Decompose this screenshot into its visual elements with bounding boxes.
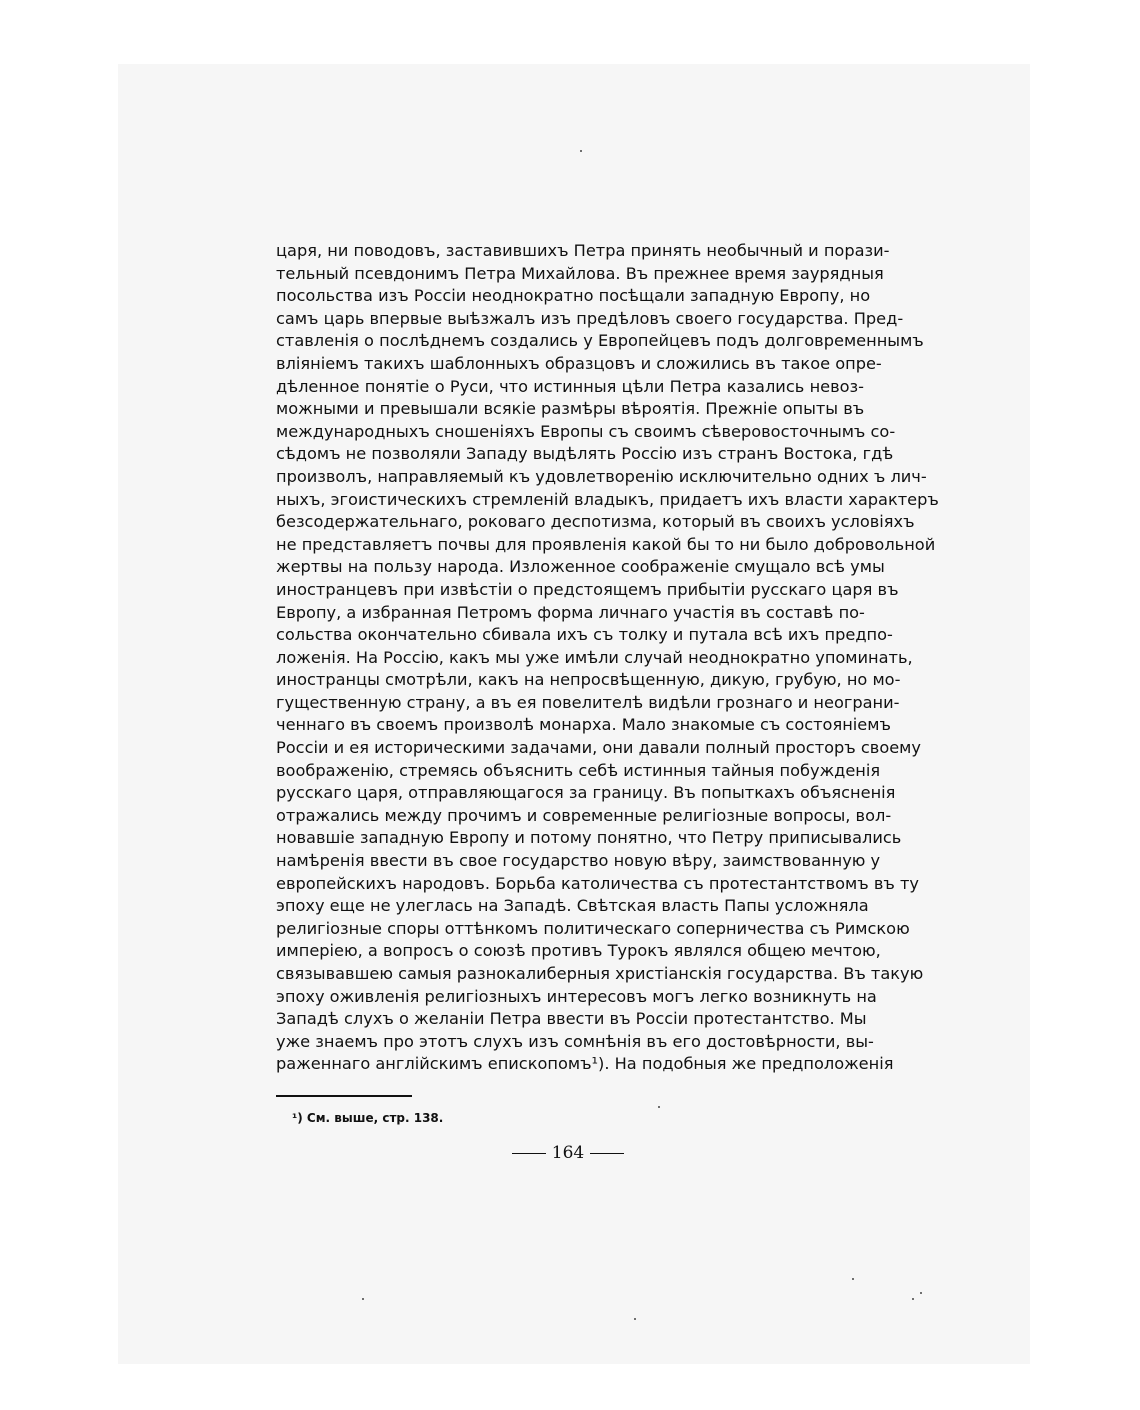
text-line: можными и превышали всякіе размѣры вѣроятія. Прежніе опыты въ [276, 399, 865, 419]
text-line: намѣренія ввести въ свое государство новую вѣру, заимствованную у [276, 851, 881, 871]
scan-speck [912, 1298, 914, 1300]
text-line: раженнаго англійскимъ епископомъ¹). На подобныя же предположенія [276, 1054, 894, 1074]
text-line: международныхъ сношеніяхъ Европы съ своимъ сѣверовосточнымъ со- [276, 421, 896, 441]
text-line: эпоху еще не улеглась на Западѣ. Свѣтская власть Папы усложняла [276, 896, 869, 916]
text-line: посольства изъ Россіи неоднократно посѣщали западную Европу, но [276, 286, 871, 306]
text-line: иностранцы смотрѣли, какъ на непросвѣщенную, дикую, грубую, но мо- [276, 670, 901, 690]
body-text [276, 240, 939, 1076]
scan-speck [658, 1106, 660, 1108]
text-line: тельный псевдонимъ Петра Михайлова. Въ прежнее время заурядныя [276, 263, 884, 283]
text-line: гущественную страну, а въ ея повелителѣ видѣли грознаго и неограни- [276, 692, 900, 712]
text-line: воображенію, стремясь объяснить себѣ истинныя тайныя побужденія [276, 760, 881, 780]
page-number-dash-left [512, 1153, 546, 1154]
scan-speck [852, 1278, 854, 1280]
text-line: имперіею, а вопросъ о союзѣ противъ Турокъ являлся общею мечтою, [276, 941, 881, 961]
text-line: религіозные споры оттѣнкомъ политическаго соперничества съ Римскою [276, 918, 910, 938]
text-line: произволъ, направляемый къ удовлетворенію исключительно одних ъ лич- [276, 466, 927, 486]
text-line: безсодержательнаго, роковаго деспотизма, который въ своихъ условіяхъ [276, 512, 915, 532]
text-line: эпоху оживленія религіозныхъ интересовъ могъ легко возникнуть на [276, 986, 877, 1006]
text-line: сольства окончательно сбивала ихъ съ толку и путала всѣ ихъ предпо- [276, 625, 893, 645]
text-line: ныхъ, эгоистическихъ стремленій владыкъ, придаетъ ихъ власти характеръ [276, 489, 939, 509]
text-line: ставленія о послѣднемъ создались у Европейцевъ подъ долговременнымъ [276, 331, 924, 351]
text-line: самъ царь впервые выѣзжалъ изъ предѣловъ своего государства. Пред- [276, 308, 904, 328]
footnote-rule [276, 1095, 412, 1097]
text-line: дѣленное понятіе о Руси, что истинныя цѣли Петра казались невоз- [276, 376, 864, 396]
text-line: связывавшею самыя разнокалиберныя христіанскія государства. Въ такую [276, 964, 924, 983]
text-line: Европу, а избранная Петромъ форма личнаго участія въ составѣ по- [276, 602, 865, 622]
text-line: вліяніемъ такихъ шаблонныхъ образцовъ и сложились въ такое опре- [276, 353, 882, 373]
text-line: Россіи и ея историческими задачами, они давали полный просторъ своему [276, 738, 921, 758]
text-line: не представляетъ почвы для проявленія какой бы то ни было добровольной [276, 534, 936, 554]
text-line: Западѣ слухъ о желаніи Петра ввести въ Россіи протестантство. Мы [276, 1009, 867, 1029]
page-number-value: 164 [551, 1143, 585, 1163]
page-number-dash-right [590, 1153, 624, 1154]
text-line: сѣдомъ не позволяли Западу выдѣлять Россію изъ странъ Востока, гдѣ [276, 444, 894, 464]
text-line: жертвы на пользу народа. Изложенное соображеніе смущало всѣ умы [276, 557, 885, 577]
text-line: ченнаго въ своемъ произволѣ монарха. Мало знакомые съ состояніемъ [276, 715, 891, 735]
text-line: европейскихъ народовъ. Борьба католичества съ протестантствомъ въ ту [276, 873, 919, 893]
text-line: новавшіе западную Европу и потому понятно, что Петру приписывались [276, 828, 902, 848]
text-line: царя, ни поводовъ, заставившихъ Петра принять необычный и порази- [276, 241, 890, 260]
scan-speck [580, 150, 582, 152]
page-number [508, 1141, 628, 1165]
text-line: иностранцевъ при извѣстіи о предстоящемъ прибытіи русскаго царя въ [276, 579, 899, 599]
scan-speck [920, 1292, 922, 1294]
text-line: русскаго царя, отправляющагося за границу. Въ попыткахъ объясненія [276, 783, 896, 803]
scan-speck [634, 1318, 636, 1320]
footnote: ¹) См. выше, стр. 138. [292, 1111, 444, 1125]
text-line: отражались между прочимъ и современные религіозные вопросы, вол- [276, 805, 892, 825]
text-line: уже знаемъ про этотъ слухъ изъ сомнѣнія въ его достовѣрности, вы- [276, 1031, 874, 1051]
text-line: ложенія. На Россію, какъ мы уже имѣли случай неоднократно упоминать, [276, 647, 913, 667]
scan-speck [362, 1298, 364, 1300]
